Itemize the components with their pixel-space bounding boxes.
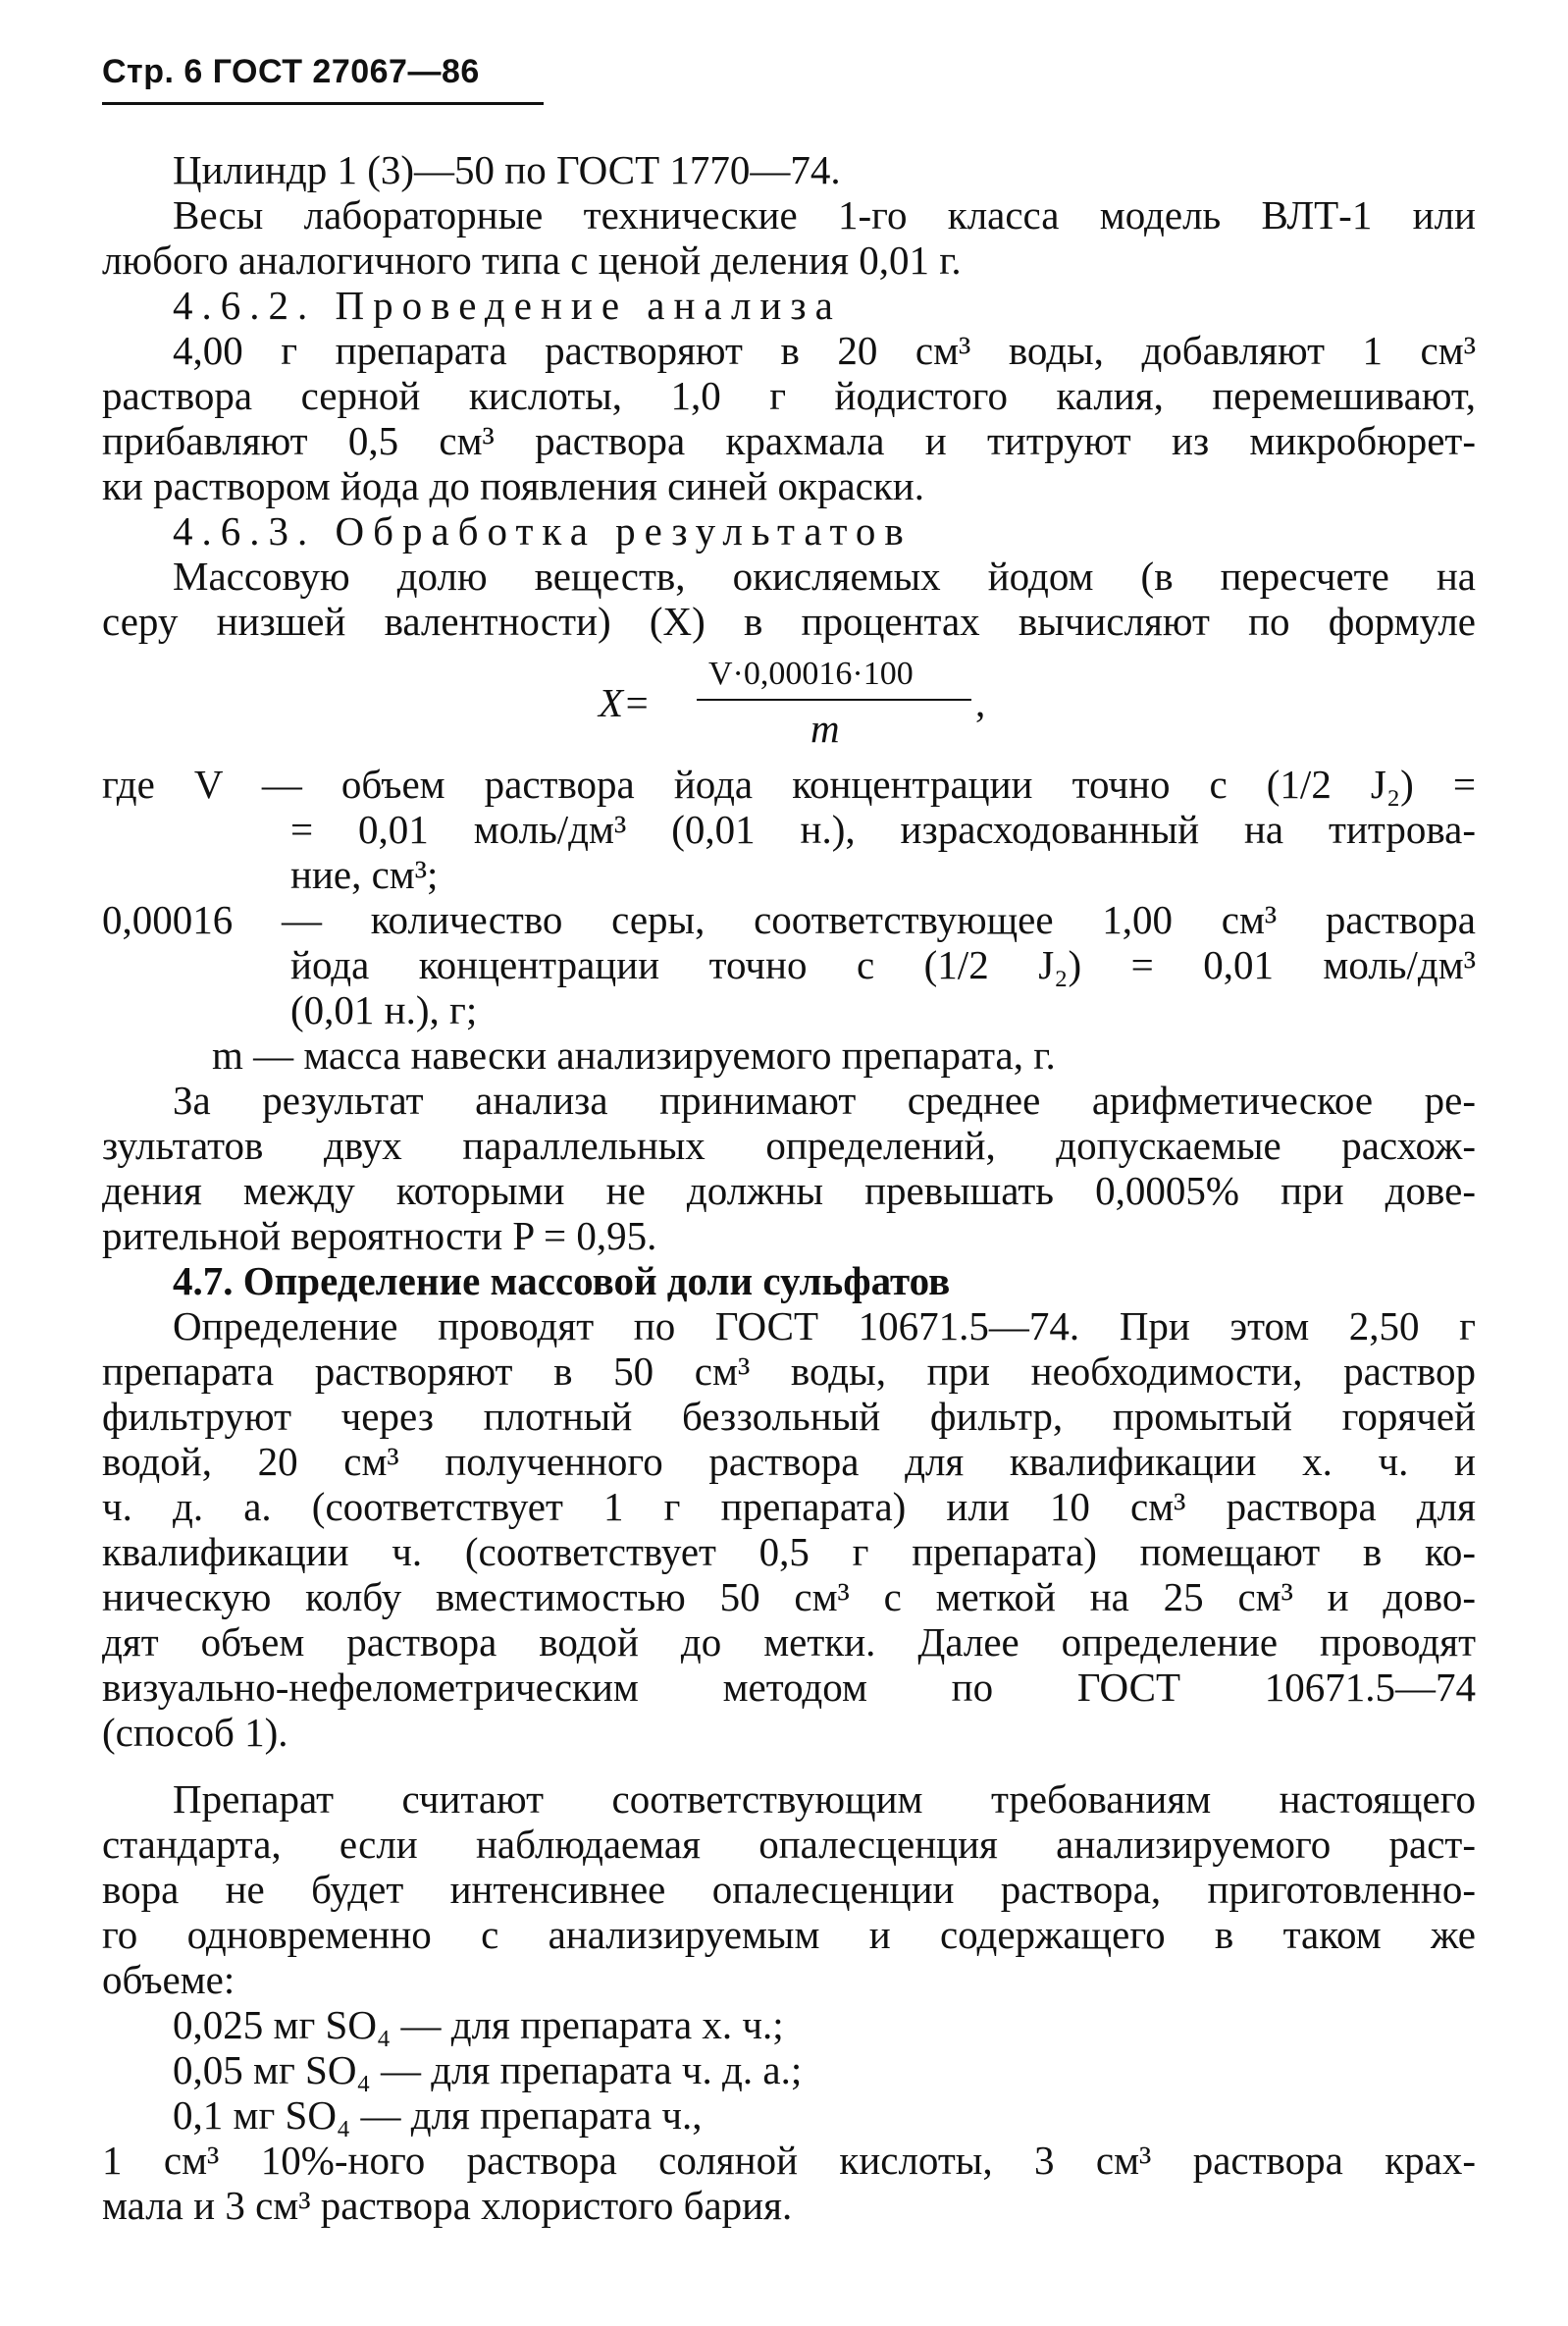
page-header: Стр. 6 ГОСТ 27067—86 [102,53,480,90]
list-item: 0,025 мг SO₄ — для препарата х. ч.; [173,2002,784,2047]
text-line: За результат анализа принимают среднее арифметическое ре- [173,1078,1476,1123]
text-line: рительной вероятности P = 0,95. [102,1213,657,1258]
text-line: дят объем раствора водой до метки. Далее определение проводят [102,1619,1476,1665]
text-line: фильтруют через плотный беззольный фильтр, промытый горячей [102,1394,1476,1439]
text-line: водой, 20 см³ полученного раствора для квалификации х. ч. и [102,1439,1476,1484]
text-line: объеме: [102,1957,235,2002]
text-line: (способ 1). [102,1710,288,1755]
list-item: 0,1 мг SO₄ — для препарата ч., [173,2092,703,2138]
definition-line: m — масса навески анализируемого препарата, г. [212,1032,1056,1078]
formula [599,656,1011,751]
text-line: квалификации ч. (соответствует 0,5 г препарата) помещают в ко- [102,1529,1476,1574]
text-line: мала и 3 см³ раствора хлористого бария. [102,2183,793,2228]
text-line: Массовую долю веществ, окисляемых йодом (в пересчете на [173,554,1476,599]
text-line: зультатов двух параллельных определений, допускаемые расхож- [102,1123,1476,1168]
text-line: 4,00 г препарата растворяют в 20 см³ воды, добавляют 1 см³ [173,328,1476,373]
section-heading: 4.6.2. Проведение анализа [173,283,842,328]
text-line: серу низшей валентности) (X) в процентах вычисляют по формуле [102,599,1476,644]
text-line: раствора серной кислоты, 1,0 г йодистого калия, перемешивают, [102,373,1476,418]
definition-line: 0,00016 — количество серы, соответствующее 1,00 см³ раствора [102,897,1476,942]
text-line: стандарта, если наблюдаемая опалесценция анализируемого раст- [102,1822,1476,1867]
text-line: Препарат считают соответствующим требованиям настоящего [173,1776,1476,1822]
text-line: визуально-нефелометрическим методом по ГОСТ 10671.5—74 [102,1665,1476,1710]
header-rule [102,102,544,105]
text-line: ч. д. а. (соответствует 1 г препарата) или 10 см³ раствора для [102,1484,1476,1529]
text-line: ки раствором йода до появления синей окраски. [102,463,924,508]
text-line: препарата растворяют в 50 см³ воды, при необходимости, раствор [102,1348,1476,1394]
formula-trail: , [975,680,986,725]
definition-line: где V — объем раствора йода концентрации точно c (1/2 J₂) = [102,762,1476,807]
formula-numerator: V·0,00016·100 [708,656,914,692]
section-heading: 4.6.3. Обработка результатов [173,508,913,554]
text-line: 1 см³ 10%-ного раствора соляной кислоты, 3 см³ раствора крах- [102,2138,1476,2183]
text-line: прибавляют 0,5 см³ раствора крахмала и титруют из микробюрет- [102,418,1476,463]
list-item: 0,05 мг SO₄ — для препарата ч. д. а.; [173,2047,803,2092]
text-line: Цилиндр 1 (3)—50 по ГОСТ 1770—74. [173,147,841,192]
text-line: дения между которыми не должны превышать 0,0005% при дове- [102,1168,1476,1213]
text-line: Весы лабораторные технические 1-го класса модель ВЛТ-1 или [173,192,1476,238]
text-line: ническую колбу вместимостью 50 см³ с меткой на 25 см³ и дово- [102,1574,1476,1619]
section-heading: 4.7. Определение массовой доли сульфатов [173,1258,951,1303]
text-line: любого аналогичного типа с ценой деления 0,01 г. [102,238,962,283]
definition-line: (0,01 н.), г; [290,987,478,1032]
text-line: Определение проводят по ГОСТ 10671.5—74. При этом 2,50 г [173,1303,1476,1348]
text-line: го одновременно с анализируемым и содержащего в таком же [102,1912,1476,1957]
definition-line: = 0,01 моль/дм³ (0,01 н.), израсходованный на титрова- [290,807,1476,852]
formula-denominator: m [810,706,840,751]
fraction-bar [697,699,971,701]
definition-line: йода концентрации точно c (1/2 J₂) = 0,01 моль/дм³ [290,942,1476,987]
text-line: вора не будет интенсивнее опалесценции раствора, приготовленно- [102,1867,1476,1912]
formula-lhs: X= [599,680,651,725]
definition-line: ние, см³; [290,852,439,897]
